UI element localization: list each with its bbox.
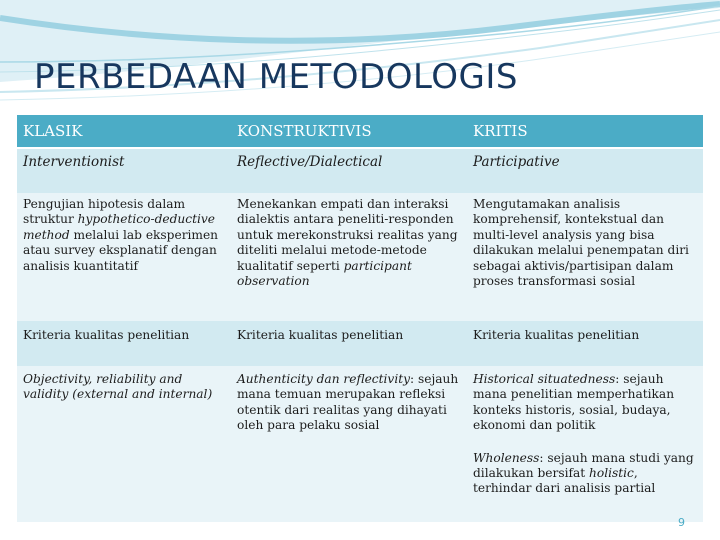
cell-paradigm-konstruktivis	[231, 148, 467, 193]
paradigm-kritis: Participative	[473, 154, 560, 170]
paradigm-klasik: Interventionist	[23, 154, 125, 170]
cell-quality-konstruktivis	[231, 366, 467, 522]
slide-title: PERBEDAAN METODOLOGIS	[34, 57, 518, 97]
quality-kritis-term2: Wholeness	[473, 450, 540, 465]
cell-criteria-klasik: Kriteria kualitas penelitian	[17, 321, 231, 366]
method-klasik-text: Pengujian hipotesis dalam struktur	[23, 197, 186, 227]
method-konstruktivis-text: Menekankan empati dan interaksi dialektis antara peneliti-responden untuk merekonstruksi realitas yang diteliti melalui metode-metode kualitatif seperti	[237, 197, 458, 273]
quality-kritis-term3: holistic	[589, 466, 634, 481]
table-header-row	[17, 115, 703, 148]
quality-kritis-term1: Historical situatedness	[473, 372, 616, 386]
quality-kritis-text1: : sejauh mana penelitian memperhatikan konteks historis, sosial, budaya, ekonomi dan politik	[473, 372, 675, 433]
quality-konstruktivis-term: Authenticity dan reflectivity	[237, 372, 410, 386]
wholeness-block	[473, 451, 697, 497]
method-row	[17, 193, 703, 321]
header-klasik: KLASIK	[17, 115, 231, 148]
header-konstruktivis: KONSTRUKTIVIS	[231, 115, 467, 148]
cell-method-kritis	[467, 193, 703, 321]
cell-paradigm-klasik	[17, 148, 231, 193]
cell-quality-klasik	[17, 366, 231, 522]
quality-konstruktivis-text: : sejauh mana temuan merupakan refleksi otentik dari realitas yang dihayati oleh para pelaku sosial	[237, 372, 459, 433]
method-konstruktivis-term: participant observation	[237, 258, 412, 289]
quality-kritis-text3: , terhindar dari analisis partial	[473, 466, 656, 496]
cell-paradigm-kritis	[467, 148, 703, 193]
paradigm-row	[17, 148, 703, 193]
quality-kritis-text2: : sejauh mana studi yang dilakukan bersifat	[473, 450, 694, 481]
cell-criteria-kritis: Kriteria kualitas penelitian	[467, 321, 703, 366]
cell-method-klasik	[17, 193, 231, 321]
quality-klasik-text: Objectivity, reliability and validity (external and internal)	[23, 372, 213, 402]
cell-criteria-konstruktivis: Kriteria kualitas penelitian	[231, 321, 467, 366]
criteria-row	[17, 321, 703, 366]
method-klasik-text-end: melalui lab eksperimen atau survey eksplanatif dengan analisis kuantitatif	[23, 227, 219, 273]
historical-situatedness-block	[473, 372, 674, 432]
paradigm-konstruktivis: Reflective/Dialectical	[237, 154, 383, 170]
cell-method-konstruktivis	[231, 193, 467, 321]
methodology-comparison-table	[17, 115, 703, 522]
page-number: 9	[678, 516, 685, 529]
method-kritis-text: Mengutamakan analisis komprehensif, kontekstual dan multi-level analysis yang bisa dilakukan melalui penempatan diri sebagai aktivis/partisipan dalam proses transformasi sosial	[473, 197, 689, 289]
cell-quality-kritis	[467, 366, 703, 522]
method-klasik-term: hypothetico-deductive method	[23, 212, 215, 242]
quality-row	[17, 366, 703, 522]
header-kritis: KRITIS	[467, 115, 703, 148]
